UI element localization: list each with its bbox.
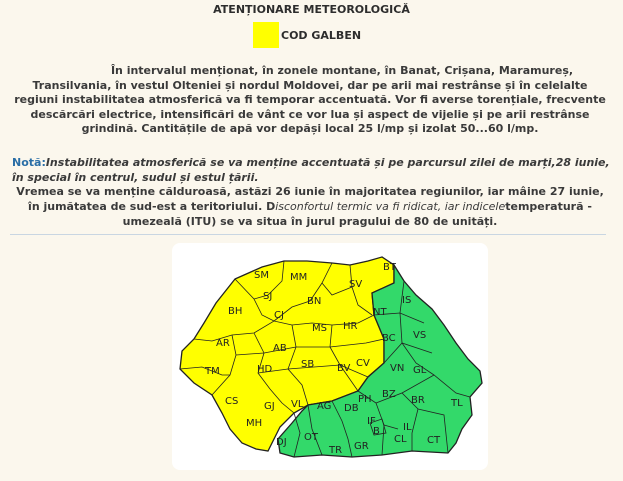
county-label: AR	[216, 338, 230, 349]
county-label: BV	[337, 363, 351, 374]
county-label: DJ	[276, 437, 287, 448]
page-title: ATENȚIONARE METEOROLOGICĂ	[213, 3, 410, 16]
paragraph-text: În intervalul menționat, în zonele montane, în Banat, Crișana, Maramureș, Transilvania, în vestul Olteniei și nordul Moldovei, dar pe arii mai restrânse și în celelalte regiuni instabilitatea atmosferică va fi temporar accentuată. Vor fi averse torențiale, frecvente descărcări electrice, intensificări de vânt ce vor lua și aspect de vijelie și pe arii restrânse grindină. Cantitățile de apă vor depăși local 25 l/mp și izolat 50...60 l/mp.	[14, 64, 606, 136]
county-label: CL	[394, 434, 407, 445]
heat-note	[10, 184, 610, 229]
county-label: GL	[413, 365, 427, 376]
romania-warning-map	[172, 243, 488, 470]
yellow-code-swatch	[253, 22, 279, 48]
county-label: HR	[343, 321, 358, 332]
county-label: VS	[413, 330, 427, 341]
note-label: Notă:	[12, 156, 46, 169]
note-block	[12, 155, 610, 185]
map-svg	[172, 243, 488, 470]
county-label: IF	[367, 416, 376, 427]
warning-code	[253, 22, 361, 48]
county-label: NT	[373, 307, 387, 318]
county-label: OT	[304, 432, 318, 443]
heat-note-part-a: Vremea se va menține călduroasă, astăzi 26 iunie în majoritatea regiunilor, iar mâine 27 iunie, în jumătatea de sud-est a teritoriului. D	[16, 185, 604, 213]
county-label: CV	[356, 358, 370, 369]
heat-note-part-c: temperatură - umezeală (ITU) se va situa în jurul pragului de 80 de unități.	[122, 200, 592, 228]
county-label: MM	[290, 272, 308, 283]
county-label: BC	[382, 333, 396, 344]
county-label: CS	[225, 396, 239, 407]
note-text: Instabilitatea atmosferică se va menține accentuată și pe parcursul zilei de marți,28 iunie, în special în centrul, sudul și estul țării.	[12, 156, 610, 184]
county-label: DB	[344, 403, 359, 414]
county-label: SB	[301, 359, 315, 370]
county-label: HD	[257, 364, 273, 375]
county-label: MH	[246, 418, 263, 429]
county-label: VL	[291, 399, 304, 410]
warning-paragraph	[10, 64, 610, 137]
county-label: GJ	[264, 401, 275, 412]
heat-note-part-b: isconfortul termic va fi ridicat, iar indicele	[275, 200, 506, 213]
county-label: BZ	[382, 389, 396, 400]
county-label: IL	[403, 422, 412, 433]
county-label: IS	[402, 295, 412, 306]
county-label: BR	[411, 395, 425, 406]
county-label: BN	[307, 296, 322, 307]
county-label: TR	[329, 445, 343, 456]
county-label: CJ	[274, 310, 284, 321]
county-label: BH	[228, 306, 243, 317]
county-label: MS	[312, 323, 327, 334]
county-label: CT	[427, 435, 441, 446]
code-label: COD GALBEN	[281, 28, 362, 42]
county-label: SV	[349, 279, 363, 290]
county-label: AG	[317, 401, 332, 412]
county-label: SJ	[263, 291, 273, 302]
county-label: PH	[358, 394, 372, 405]
county-label: BT	[383, 262, 396, 273]
divider	[10, 234, 606, 235]
county-label: GR	[354, 441, 369, 452]
county-label: TL	[451, 398, 463, 409]
county-label: SM	[254, 270, 269, 281]
county-label: TM	[205, 366, 220, 377]
county-label: AB	[273, 343, 287, 354]
county-label: VN	[390, 363, 405, 374]
county-label: B	[373, 426, 380, 437]
